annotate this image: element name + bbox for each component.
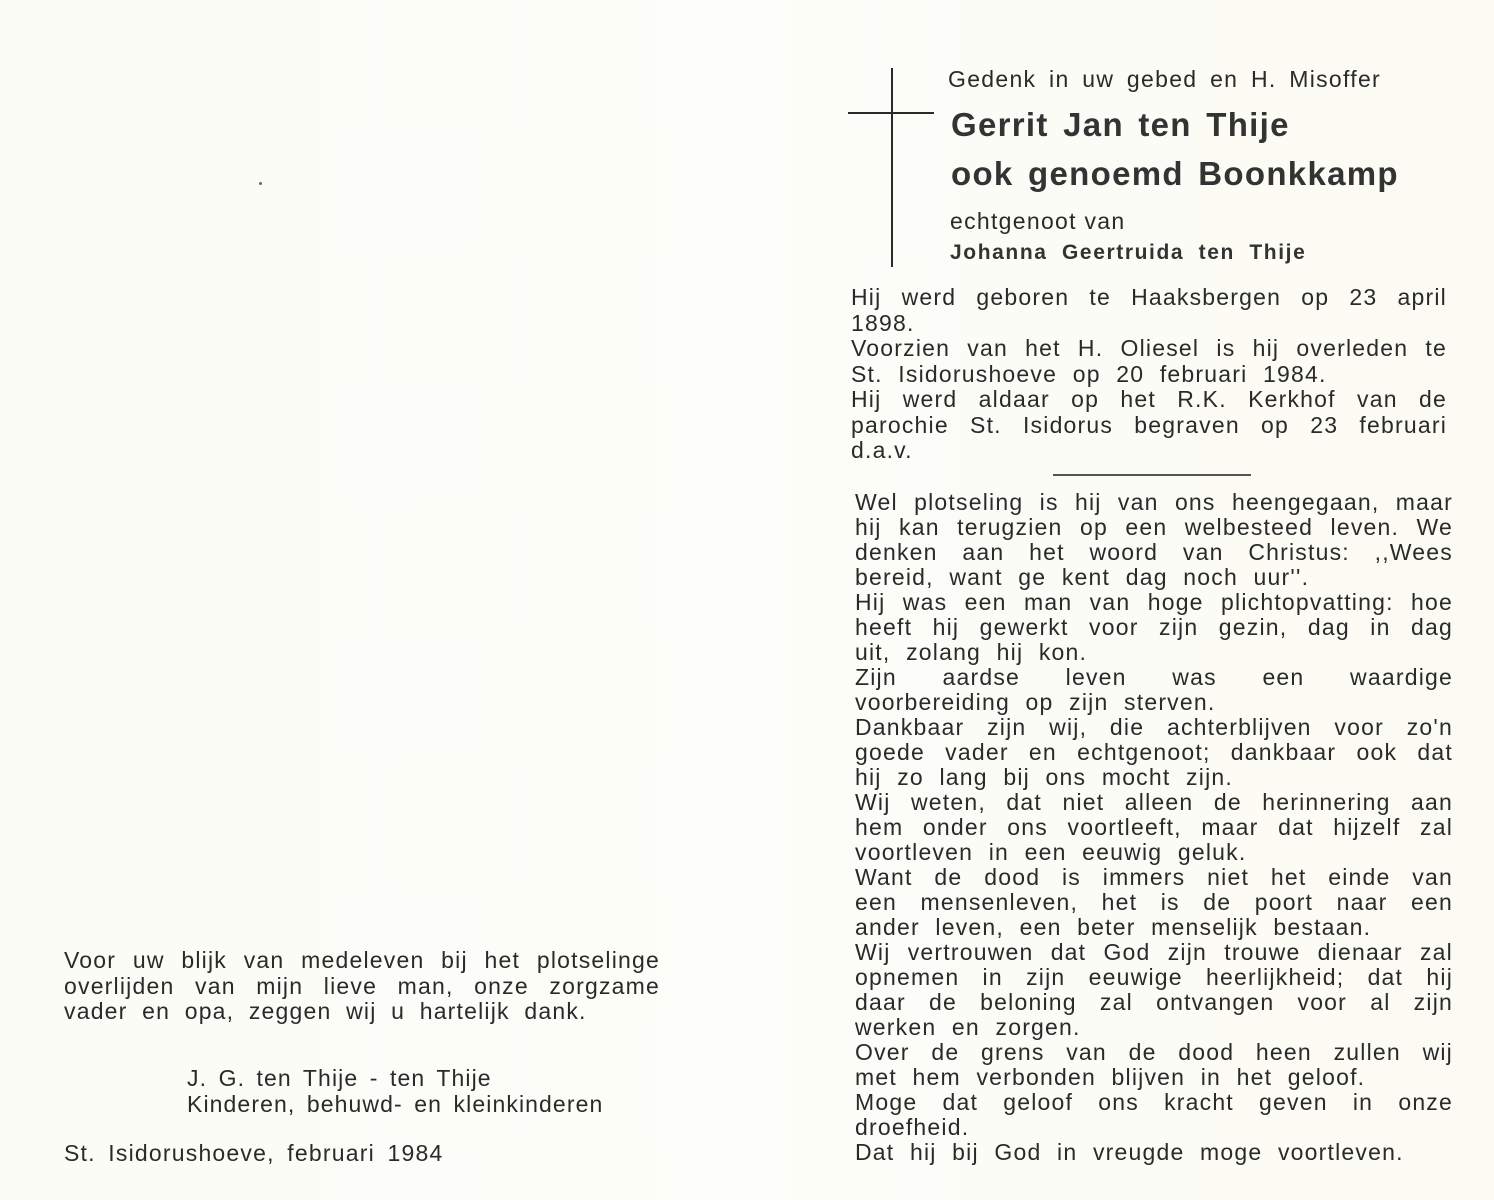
reflection <box>855 490 1453 1165</box>
reflection-paragraph: Hij was een man van hoge plichtopvatting: hoe heeft hij gewerkt voor zijn gezin, dag in dag uit, zolang hij kon. <box>855 589 1453 665</box>
section-divider <box>1053 474 1251 476</box>
place-date: St. Isidorushoeve, februari 1984 <box>64 1140 444 1166</box>
reflection-paragraph: Wel plotseling is hij van ons heengegaan, maar hij kan terugzien op een welbesteed leven. We denken aan het woord van Christus: ,,Wees bereid, want ge kent dag noch uur''. <box>855 489 1453 590</box>
reflection-paragraph: Dat hij bij God in vreugde moge voortleven. <box>855 1139 1404 1165</box>
deceased-alias: ook genoemd Boonkkamp <box>951 155 1399 192</box>
paper-speck <box>259 182 262 185</box>
cross-icon <box>891 68 893 267</box>
reflection-paragraph: Zijn aardse leven was een waardige voorbereiding op zijn sterven. <box>855 664 1453 715</box>
biography <box>851 285 1447 464</box>
biography-paragraph: Voorzien van het H. Oliesel is hij overleden te St. Isidorushoeve op 20 februari 1984. <box>851 335 1447 387</box>
remembrance-intro: Gedenk in uw gebed en H. Misoffer <box>948 66 1382 92</box>
deceased-name: Gerrit Jan ten Thije <box>951 106 1290 143</box>
thanks-text: Voor uw blijk van medeleven bij het plotselinge overlijden van mijn lieve man, onze zorgzame vader en opa, zeggen wij u hartelijk dank. <box>64 947 660 1024</box>
biography-paragraph: Hij werd aldaar op het R.K. Kerkhof van de parochie St. Isidorus begraven op 23 februari d.a.v. <box>851 386 1447 463</box>
spouse-label: echtgenoot van <box>950 208 1126 234</box>
reflection-paragraph: Over de grens van de dood heen zullen wij met hem verbonden blijven in het geloof. <box>855 1039 1453 1090</box>
reflection-paragraph: Wij weten, dat niet alleen de herinnering aan hem onder ons voortleeft, maar dat hijzelf zal voortleven in een eeuwig geluk. <box>855 789 1453 865</box>
reflection-paragraph: Wij vertrouwen dat God zijn trouwe dienaar zal opnemen in zijn eeuwige heerlijkheid; dat hij daar de beloning zal ontvangen voor al zijn werken en zorgen. <box>855 939 1453 1040</box>
signature-line-1: J. G. ten Thije - ten Thije <box>187 1065 492 1091</box>
reflection-paragraph: Dankbaar zijn wij, die achterblijven voor zo'n goede vader en echtgenoot; dankbaar ook dat hij zo lang bij ons mocht zijn. <box>855 714 1453 790</box>
cross-icon-crossbar <box>848 112 934 114</box>
spouse-name: Johanna Geertruida ten Thije <box>950 241 1307 264</box>
reflection-paragraph: Moge dat geloof ons kracht geven in onze droefheid. <box>855 1089 1453 1140</box>
signature-block <box>187 1066 667 1117</box>
reflection-paragraph: Want de dood is immers niet het einde van een mensenleven, het is de poort naar een ander leven, een beter menselijk bestaan. <box>855 864 1453 940</box>
signature-line-2: Kinderen, behuwd- en kleinkinderen <box>187 1090 604 1117</box>
biography-paragraph: Hij werd geboren te Haaksbergen op 23 april 1898. <box>851 284 1447 336</box>
